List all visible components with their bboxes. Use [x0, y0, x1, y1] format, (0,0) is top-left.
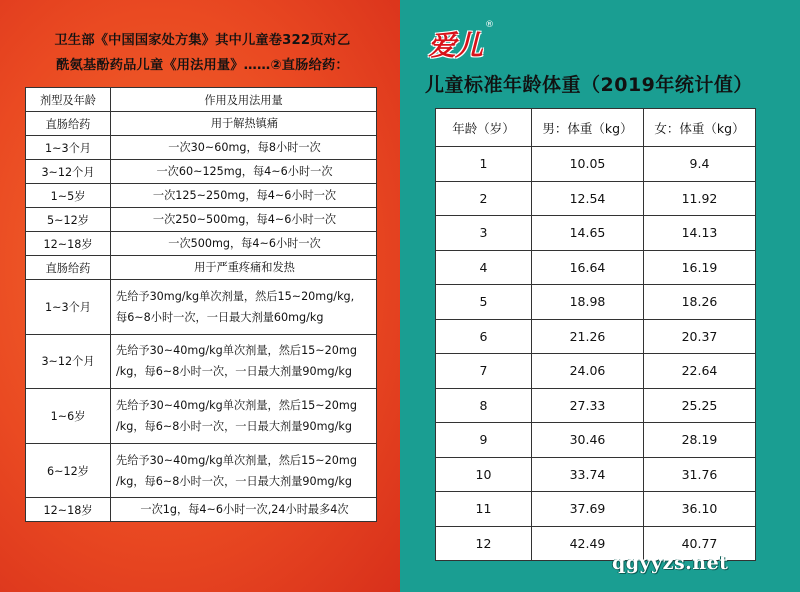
dosage-age-cell: 1~3个月 — [26, 136, 111, 160]
weight-row — [436, 216, 756, 251]
weight-male-cell: 10.05 — [532, 147, 644, 182]
weight-age-cell: 5 — [436, 285, 532, 320]
weight-age-cell: 10 — [436, 457, 532, 492]
weight-row — [436, 319, 756, 354]
dosage-usage-cell: 一次500mg，每4~6小时一次 — [111, 232, 377, 256]
weight-male-cell: 42.49 — [532, 526, 644, 561]
dosage-usage-cell: 一次30~60mg，每8小时一次 — [111, 136, 377, 160]
weight-age-cell: 12 — [436, 526, 532, 561]
intro-line-1: 卫生部《中国国家处方集》其中儿童卷322页对乙 — [54, 33, 351, 48]
weight-female-cell: 36.10 — [644, 492, 756, 527]
dosage-row — [26, 208, 377, 232]
dosage-usage-cell: 一次1g，每4~6小时一次,24小时最多4次 — [111, 498, 377, 522]
weight-row — [436, 181, 756, 216]
weight-header-age: 年龄（岁） — [436, 109, 532, 147]
dosage-usage-cell: 用于解热镇痛 — [111, 112, 377, 136]
weight-female-cell: 28.19 — [644, 423, 756, 458]
dosage-header-usage: 作用及用法用量 — [111, 88, 377, 112]
dosage-usage-line-2: /kg，每6~8小时一次，一日最大剂量90mg/kg — [116, 419, 352, 433]
dosage-table-header — [26, 88, 377, 112]
weight-male-cell: 37.69 — [532, 492, 644, 527]
weight-header-female: 女：体重（kg） — [644, 109, 756, 147]
dosage-usage-line-1: 先给予30~40mg/kg单次剂量，然后15~20mg — [116, 453, 357, 467]
weight-table-title: 儿童标准年龄体重（2019年统计值） — [425, 74, 753, 96]
dosage-usage-line-2: 每6~8小时一次，一日最大剂量60mg/kg — [116, 310, 324, 324]
dosage-usage-cell — [111, 334, 377, 389]
dosage-age-cell: 1~5岁 — [26, 184, 111, 208]
dosage-usage-line-1: 先给予30mg/kg单次剂量，然后15~20mg/kg, — [116, 289, 355, 303]
registered-mark: ® — [485, 20, 494, 30]
weight-female-cell: 40.77 — [644, 526, 756, 561]
dosage-row — [26, 112, 377, 136]
weight-female-cell: 14.13 — [644, 216, 756, 251]
dosage-age-cell: 3~12个月 — [26, 160, 111, 184]
site-watermark: qgyyzs.net — [612, 552, 729, 574]
weight-female-cell: 25.25 — [644, 388, 756, 423]
intro-line-2: 酰氨基酚药品儿童《用法用量》……②直肠给药： — [56, 58, 349, 73]
weight-age-cell: 2 — [436, 181, 532, 216]
weight-female-cell: 20.37 — [644, 319, 756, 354]
dosage-row — [26, 232, 377, 256]
dosage-usage-line-1: 先给予30~40mg/kg单次剂量，然后15~20mg — [116, 398, 357, 412]
weight-female-cell: 9.4 — [644, 147, 756, 182]
weight-age-cell: 11 — [436, 492, 532, 527]
weight-male-cell: 21.26 — [532, 319, 644, 354]
weight-male-cell: 12.54 — [532, 181, 644, 216]
weight-female-cell: 11.92 — [644, 181, 756, 216]
dosage-age-cell: 直肠给药 — [26, 256, 111, 280]
dosage-usage-line-1: 先给予30~40mg/kg单次剂量，然后15~20mg — [116, 344, 357, 358]
weight-male-cell: 27.33 — [532, 388, 644, 423]
weight-row — [436, 250, 756, 285]
weight-row — [436, 147, 756, 182]
weight-male-cell: 24.06 — [532, 354, 644, 389]
weight-row — [436, 457, 756, 492]
weight-age-cell: 9 — [436, 423, 532, 458]
dosage-row — [26, 160, 377, 184]
weight-age-cell: 3 — [436, 216, 532, 251]
dosage-row — [26, 498, 377, 522]
weight-male-cell: 33.74 — [532, 457, 644, 492]
dosage-row — [26, 280, 377, 335]
weight-male-cell: 16.64 — [532, 250, 644, 285]
dosage-row — [26, 256, 377, 280]
dosage-row — [26, 136, 377, 160]
dosage-usage-line-2: /kg，每6~8小时一次，一日最大剂量90mg/kg — [116, 474, 352, 488]
weight-table — [435, 108, 756, 561]
brand-logo: 爱儿 — [428, 29, 483, 62]
dosage-age-cell: 直肠给药 — [26, 112, 111, 136]
weight-age-cell: 8 — [436, 388, 532, 423]
dosage-age-cell: 5~12岁 — [26, 208, 111, 232]
dosage-usage-line-2: /kg，每6~8小时一次，一日最大剂量90mg/kg — [116, 365, 352, 379]
weight-female-cell: 16.19 — [644, 250, 756, 285]
dosage-row — [26, 184, 377, 208]
intro-text — [20, 28, 385, 78]
dosage-age-cell: 1~6岁 — [26, 389, 111, 444]
weight-row — [436, 492, 756, 527]
weight-row — [436, 423, 756, 458]
dosage-usage-cell: 用于严重疼痛和发热 — [111, 256, 377, 280]
weight-age-cell: 1 — [436, 147, 532, 182]
weight-row — [436, 285, 756, 320]
weight-age-cell: 4 — [436, 250, 532, 285]
weight-male-cell: 30.46 — [532, 423, 644, 458]
weight-header-male: 男：体重（kg） — [532, 109, 644, 147]
dosage-row — [26, 389, 377, 444]
dosage-usage-cell — [111, 389, 377, 444]
dosage-header-age: 剂型及年龄 — [26, 88, 111, 112]
weight-female-cell: 31.76 — [644, 457, 756, 492]
dosage-age-cell: 3~12个月 — [26, 334, 111, 389]
dosage-age-cell: 12~18岁 — [26, 232, 111, 256]
weight-row — [436, 354, 756, 389]
weight-table-header — [436, 109, 756, 147]
dosage-usage-cell: 一次125~250mg，每4~6小时一次 — [111, 184, 377, 208]
dosage-table — [25, 87, 377, 522]
weight-male-cell: 14.65 — [532, 216, 644, 251]
dosage-usage-cell: 一次60~125mg，每4~6小时一次 — [111, 160, 377, 184]
weight-male-cell: 18.98 — [532, 285, 644, 320]
dosage-usage-cell — [111, 280, 377, 335]
weight-age-cell: 6 — [436, 319, 532, 354]
dosage-age-cell: 1~3个月 — [26, 280, 111, 335]
weight-female-cell: 22.64 — [644, 354, 756, 389]
dosage-usage-cell — [111, 443, 377, 498]
weight-female-cell: 18.26 — [644, 285, 756, 320]
weight-row — [436, 388, 756, 423]
weight-age-cell: 7 — [436, 354, 532, 389]
dosage-usage-cell: 一次250~500mg，每4~6小时一次 — [111, 208, 377, 232]
dosage-row — [26, 443, 377, 498]
dosage-row — [26, 334, 377, 389]
dosage-age-cell: 6~12岁 — [26, 443, 111, 498]
dosage-age-cell: 12~18岁 — [26, 498, 111, 522]
